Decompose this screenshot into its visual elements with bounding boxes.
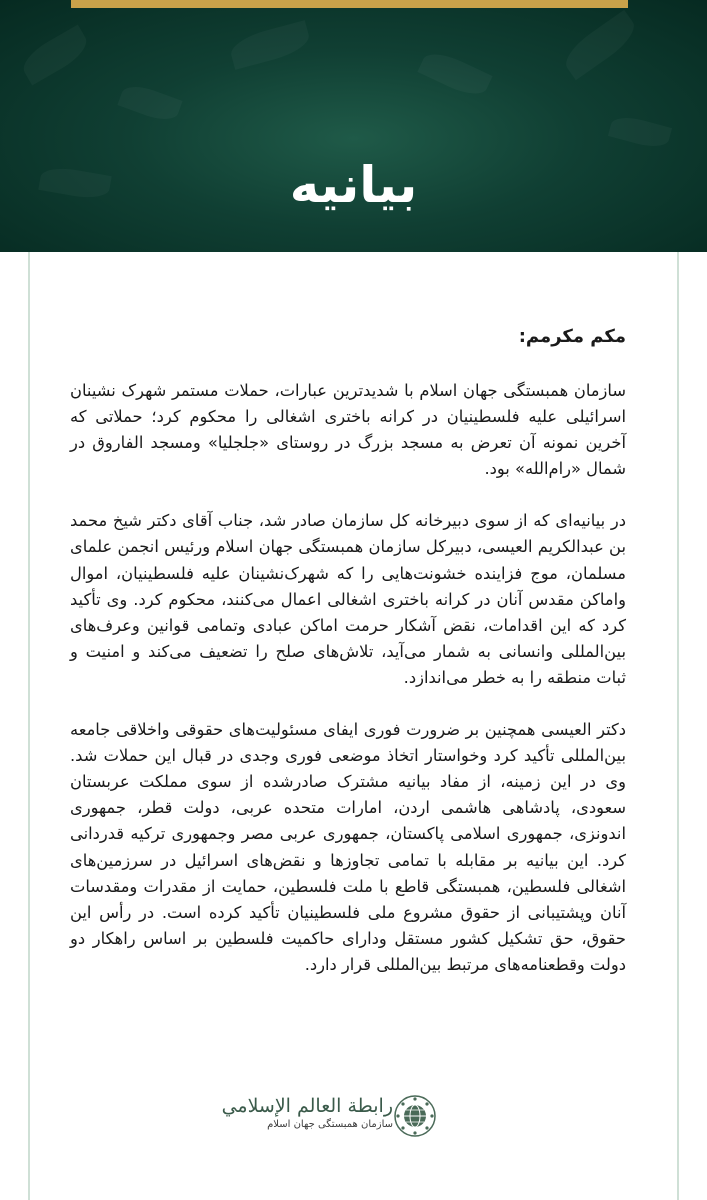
logo-persian-name: سازمان همبستگی جهان اسلام (267, 1119, 393, 1130)
gold-accent-bar (71, 0, 628, 8)
statement-body (70, 322, 626, 1004)
logo-text (222, 1094, 393, 1132)
left-border-rail (28, 252, 30, 1200)
decorative-leaf (608, 113, 672, 152)
header-banner (0, 0, 707, 252)
page-title: بیانیه (289, 156, 418, 214)
right-border-rail (677, 252, 679, 1200)
logo-arabic-name: رابطة العالم الإسلامي (221, 1095, 393, 1117)
globe-emblem-icon (393, 1094, 437, 1138)
paragraph-3: دکتر العیسی همچنین بر ضرورت فوری ایفای مسئولیت‌های حقوقی واخلاقی جامعه بین‌المللی تأکید کرد وخواستار اتخاذ موضعی فوری وجدی در قبال این حملات شد. وی در این زمینه، از مفاد بیانیه مشترک صادرشده از سوی مملکت عربستان سعودی، پادشاهی هاشمی اردن، امارات متحده عربی، دولت قطر، جمهوری اندونزی، جمهوری اسلامی پاکستان، جمهوری عربی مصر وجمهوری ترکیه قدردانی کرد. این بیانیه بر مقابله با تمامی تجاوزها و نقض‌های اسرائیل در سرزمین‌های اشغالی فلسطین، همبستگی قاطع با ملت فلسطین، حمایت از مقدرات ومقدسات آنان وپشتیبانی از حقوق مشروع ملی فلسطینیان تأکید کرده است. در رأس این حقوق، حق تشکیل کشور مستقل ودارای حاکمیت فلسطین بر اساس راهکار دو دولت وقطعنامه‌های مرتبط بین‌المللی قرار دارد. (70, 720, 626, 974)
paragraph-2: در بیانیه‌ای که از سوی دبیرخانه کل سازمان صادر شد، جناب آقای دکتر شیخ محمد بن عبدالکریم العیسی، دبیرکل سازمان همبستگی جهان اسلام ورئیس انجمن علمای مسلمان، موج فزاینده خشونت‌هایی را که شهرک‌نشینان علیه فلسطینیان، اموال واماکن مقدس آنان در کرانه باختری اشغالی اعمال می‌کنند، محکوم کرد. وی تأکید کرد که این اقدامات، نقض آشکار حرمت اماکن عبادی وتمامی قوانین وعرف‌های بین‌المللی وانسانی به شمار می‌آید، تلاش‌های صلح را تضعیف می‌کند و امنیت و ثبات منطقه را به خطر می‌اندازد. (70, 511, 626, 687)
footer-logo (0, 1088, 707, 1148)
decorative-leaf (227, 20, 312, 70)
decorative-leaf (17, 25, 93, 86)
decorative-leaf (117, 81, 182, 126)
salutation: مکم مکرمم: (518, 326, 626, 347)
paragraph-1: سازمان همبستگی جهان اسلام با شدیدترین عبارات، حملات مستمر شهرک نشینان اسرائیلی علیه فلسطینیان در کرانه باختری اشغالی را محکوم کرد؛ حملاتی که آخرین نمونه آن تعرض به مسجد بزرگ در روستای «جلجلیا» ومسجد الفاروق در شمال «رام‌الله» بود. (70, 381, 626, 479)
decorative-leaf (417, 47, 492, 102)
decorative-leaf (559, 10, 642, 80)
